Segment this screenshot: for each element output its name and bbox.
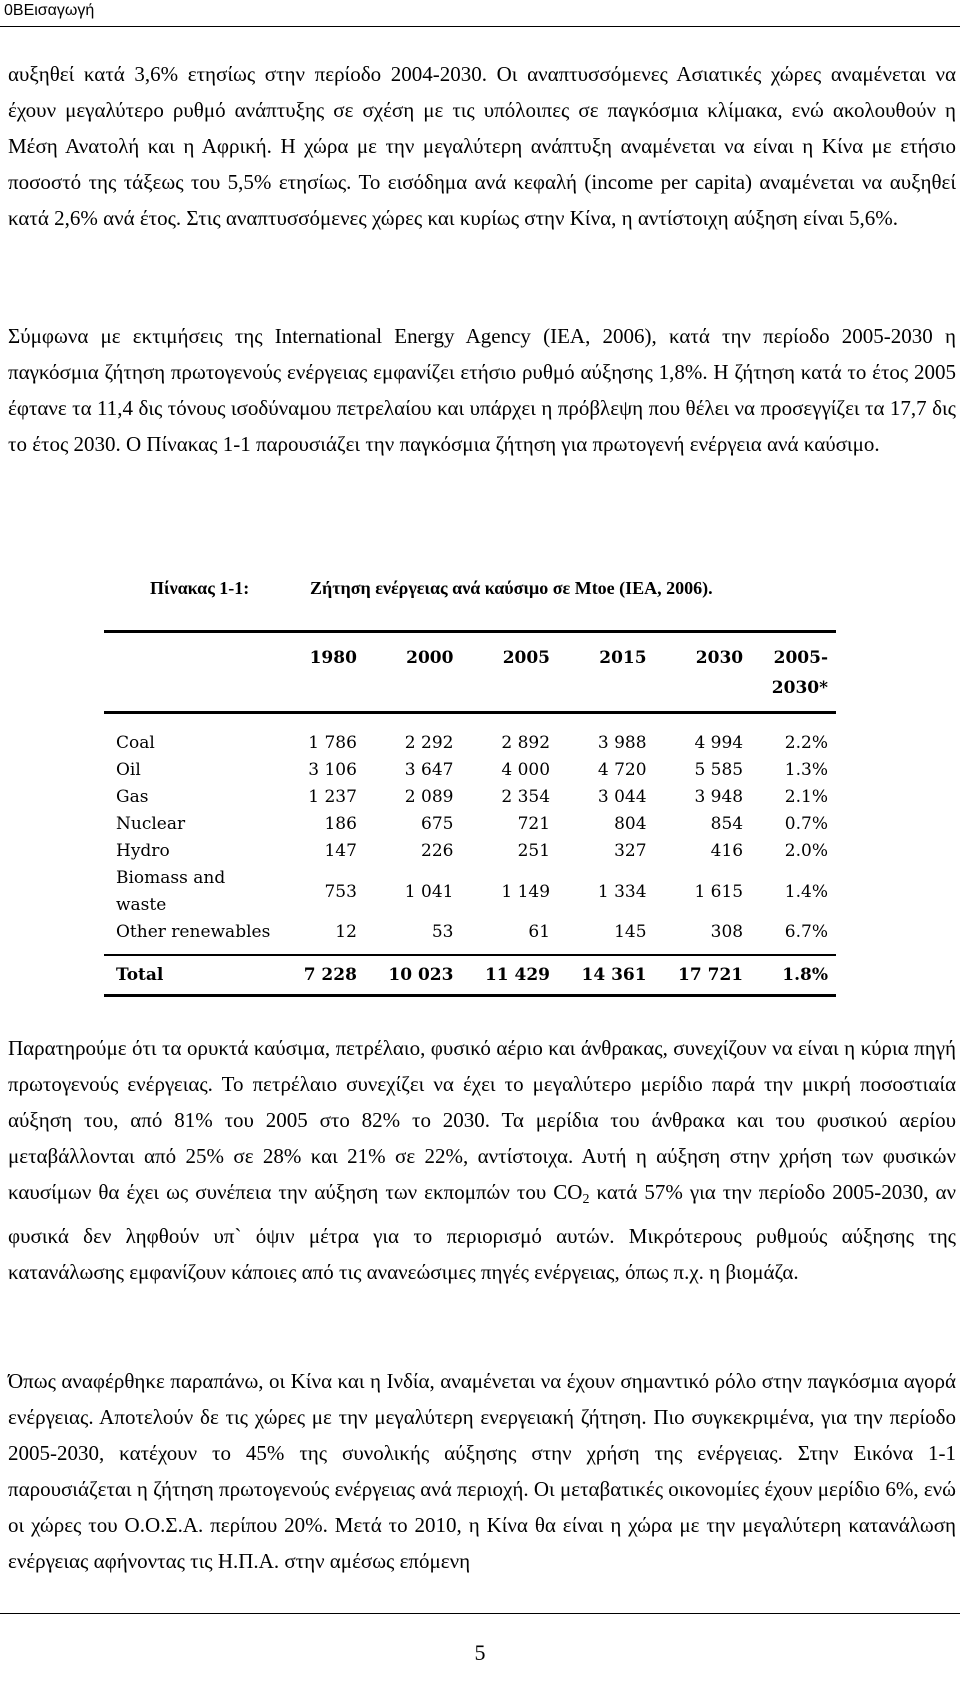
value-cell: 3 948 [694, 787, 744, 807]
total-value-cell: 11 429 [461, 955, 558, 996]
total-value-cell: 10 023 [365, 955, 462, 996]
value-cell: 1 149 [501, 881, 551, 902]
value-cell: 1.3% [784, 760, 828, 780]
table-row [104, 784, 836, 811]
fuel-name-cell: Gas [116, 787, 149, 807]
table-caption [150, 578, 713, 599]
table-caption-title: Ζήτηση ενέργειας ανά καύσιμο σε Mtoe (IEA, 2006). [310, 578, 713, 598]
table-header-cell: 2005 [461, 632, 558, 713]
value-cell: 1 786 [308, 733, 357, 753]
value-cell: 3 106 [308, 760, 357, 780]
value-cell: 147 [324, 841, 357, 861]
table-total-row [104, 955, 836, 996]
fuel-name-cell: Coal [116, 733, 155, 753]
value-cell: 3 988 [597, 733, 647, 753]
value-cell: 1 615 [694, 881, 744, 902]
value-cell: 753 [324, 881, 357, 902]
table-header-cell [104, 632, 284, 713]
fuel-name-cell: Oil [116, 760, 141, 780]
fuel-name-cell: Other renewables [116, 922, 271, 942]
co2-subscript: 2 [582, 1192, 590, 1207]
value-cell: 308 [710, 922, 744, 942]
value-cell: 2 354 [501, 787, 551, 807]
header-divider [0, 26, 960, 27]
table-row [104, 713, 836, 758]
total-label-cell: Total [104, 955, 284, 996]
value-cell: 4 000 [501, 760, 551, 780]
value-cell: 4 994 [694, 733, 744, 753]
table-header-cell: 2015 [558, 632, 655, 713]
value-cell: 3 647 [404, 760, 454, 780]
table-header-cell: 2000 [365, 632, 462, 713]
value-cell: 2 292 [404, 733, 454, 753]
running-header: 0BΕισαγωγή [4, 2, 95, 19]
page-number: 5 [474, 1640, 486, 1665]
value-cell: 1 041 [404, 881, 454, 902]
fuel-name-cell: Biomass and waste [116, 868, 226, 915]
table-row [104, 838, 836, 865]
value-cell: 5 585 [694, 760, 744, 780]
value-cell: 721 [517, 814, 551, 834]
value-cell: 1 237 [308, 787, 357, 807]
table-row [104, 757, 836, 784]
paragraph-fossil-fuels [8, 1030, 956, 1290]
value-cell: 12 [335, 922, 357, 942]
value-cell: 1 334 [597, 881, 647, 902]
value-cell: 186 [324, 814, 357, 834]
table-row [104, 919, 836, 955]
footer-divider [0, 1613, 960, 1614]
paragraph-fossil-fuels-text-a: Παρατηρούμε ότι τα ορυκτά καύσιμα, πετρέλαιο, φυσικό αέριο και άνθρακας, συνεχίζουν να είναι η κύρια πηγή πρωτογενούς ενέργειας. Το πετρέλαιο συνεχίζει να έχει το μεγαλύτερο μερίδιο παρά την μικρή ποσοστιαία αύξηση του, από 81% του 2005 στο 82% το 2030. Τα μερίδια του άνθρακα και του φυσικού αερίου μεταβάλλονται από 25% σε 28% και 21% σε 22%, αντίστοιχα. Αυτή η αύξηση στην χρήση των φυσικών καυσίμων θα έχει ως συνέπεια την αύξηση των εκπομπών του CO [8, 1036, 956, 1204]
fuel-name-cell: Hydro [116, 841, 170, 861]
value-cell: 251 [517, 841, 551, 861]
paragraph-economic-growth: αυξηθεί κατά 3,6% ετησίως στην περίοδο 2004-2030. Οι αναπτυσσόμενες Ασιατικές χώρες αναμένεται να έχουν μεγαλύτερο ρυθμό ανάπτυξης σε σχέση με τις υπόλοιπες σε παγκόσμια κλίμακα, ενώ ακολουθούν η Μέση Ανατολή και η Αφρική. Η χώρα με την μεγαλύτερη ανάπτυξη αναμένεται να είναι η Κίνα με ετήσιο ποσοστό της τάξεως του 5,5% ετησίως. Το εισόδημα ανά κεφαλή (income per capita) αναμένεται να αυξηθεί κατά 2,6% ανά έτος. Στις αναπτυσσόμενες χώρες και κυρίως στην Κίνα, η αντίστοιχη αύξηση είναι 5,6%. [8, 62, 956, 230]
value-cell: 2.2% [784, 733, 828, 753]
value-cell: 2 089 [404, 787, 454, 807]
value-cell: 6.7% [784, 922, 828, 942]
table-header-row [104, 632, 836, 713]
total-value-cell: 1.8% [751, 955, 836, 996]
value-cell: 1.4% [784, 881, 828, 902]
value-cell: 675 [421, 814, 454, 834]
total-value-cell: 14 361 [558, 955, 655, 996]
value-cell: 804 [614, 814, 647, 834]
paragraph-fossil-fuels-text-b: κατά 57% για την περίοδο 2005-2030, αν φυσικά δεν ληφθούν υπ` όψιν μέτρα για το περιορισμό αυτών. Μικρότερους ρυθμούς αύξησης της κατανάλωσης εμφανίζουν κάποιες από τις ανανεώσιμες πηγές ενέργειας, όπως π.χ. η βιομάζα. [8, 1180, 956, 1284]
table-caption-label: Πίνακας 1-1: [150, 578, 250, 598]
total-value-cell: 17 721 [655, 955, 752, 996]
total-value-cell: 7 228 [284, 955, 365, 996]
value-cell: 0.7% [784, 814, 828, 834]
table-row [104, 811, 836, 838]
value-cell: 2.1% [784, 787, 828, 807]
paragraph-china-india: Όπως αναφέρθηκε παραπάνω, οι Κίνα και η Ινδία, αναμένεται να έχουν σημαντικό ρόλο στην παγκόσμια αγορά ενέργειας. Αποτελούν δε τις χώρες με την μεγαλύτερη ενεργειακή ζήτηση. Πιο συγκεκριμένα, για την περίοδο 2005-2030, κατέχουν το 45% της συνολικής αύξησης στην χρήση της ενέργειας. Στην Εικόνα 1-1 παρουσιάζεται η ζήτηση πρωτογενούς ενέργειας ανά περιοχή. Οι μεταβατικές οικονομίες έχουν μερίδιο 6%, ενώ οι χώρες του Ο.Ο.Σ.Α. περίπου 20%. Μετά το 2010, η Κίνα θα είναι η χώρα με την μεγαλύτερη κατανάλωση ενέργειας αφήνοντας τις Η.Π.Α. στην αμέσως επόμενη [8, 1369, 956, 1573]
value-cell: 2.0% [784, 841, 828, 861]
fuel-name-cell: Nuclear [116, 814, 186, 834]
table-row [104, 865, 836, 919]
energy-demand-table-container [104, 630, 836, 997]
value-cell: 61 [528, 922, 551, 942]
energy-demand-table [104, 630, 836, 997]
value-cell: 145 [614, 922, 647, 942]
value-cell: 854 [710, 814, 744, 834]
value-cell: 53 [431, 922, 454, 942]
table-header-cell [751, 632, 836, 713]
table-header-line: 2030* [771, 678, 828, 698]
value-cell: 4 720 [597, 760, 647, 780]
value-cell: 226 [421, 841, 454, 861]
table-body [104, 713, 836, 996]
table-header-cell: 1980 [284, 632, 365, 713]
table-header-line: 2005- [773, 648, 828, 668]
value-cell: 2 892 [501, 733, 551, 753]
value-cell: 3 044 [597, 787, 647, 807]
value-cell: 416 [710, 841, 744, 861]
value-cell: 327 [614, 841, 647, 861]
table-header-cell: 2030 [655, 632, 752, 713]
paragraph-energy-demand: Σύμφωνα με εκτιμήσεις της International Energy Agency (IEA, 2006), κατά την περίοδο 2005-2030 η παγκόσμια ζήτηση πρωτογενούς ενέργειας εμφανίζει ετήσιο ρυθμό αύξησης 1,8%. Η ζήτηση κατά το έτος 2005 έφτανε τα 11,4 δις τόνους ισοδύναμου πετρελαίου και υπάρχει η πρόβλεψη που θέλει να προσεγγίζει τα 17,7 δις το έτος 2030. Ο Πίνακας 1-1 παρουσιάζει την παγκόσμια ζήτηση για πρωτογενή ενέργεια ανά καύσιμο. [8, 324, 956, 456]
